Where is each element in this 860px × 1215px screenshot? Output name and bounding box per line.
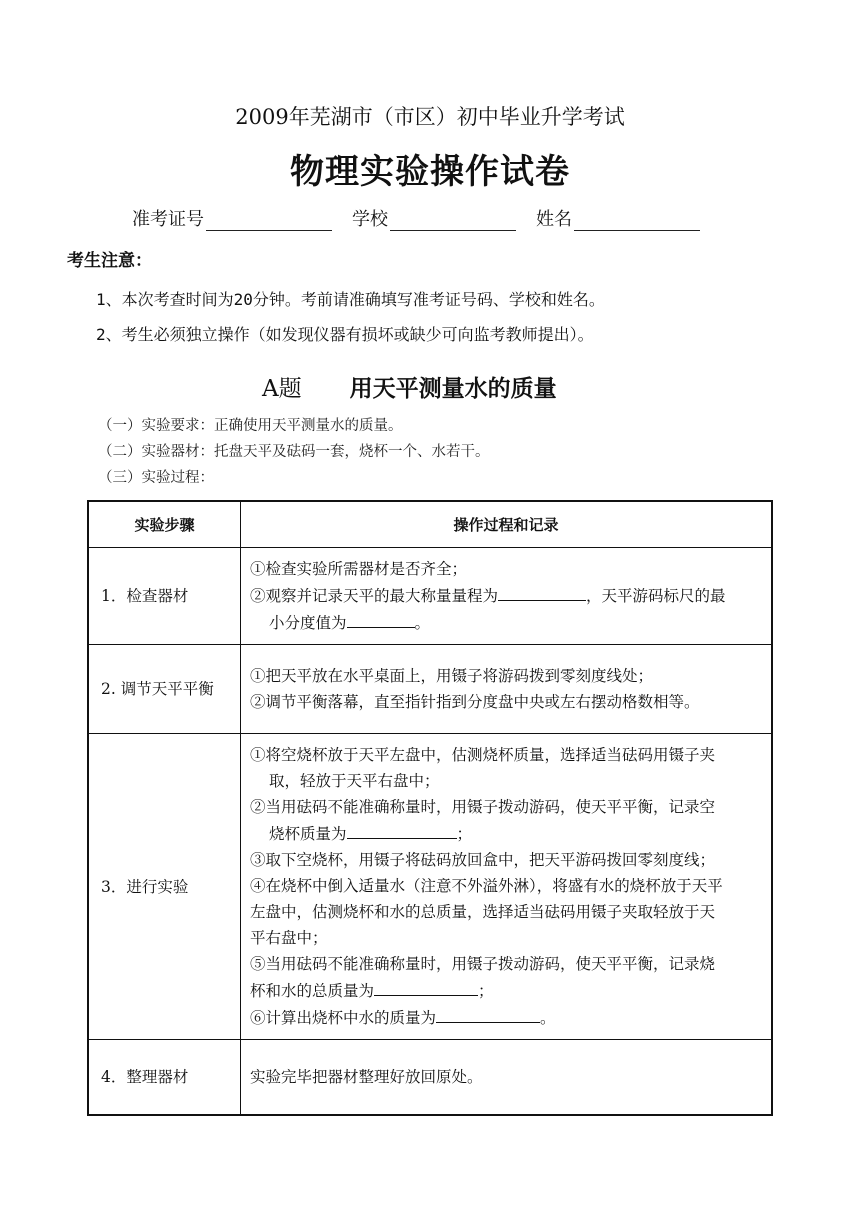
step-name: 4．整理器材 (88, 1040, 241, 1115)
table-row (88, 645, 772, 734)
school-label: 学校 (352, 209, 388, 230)
notice-item: 1、本次考查时间为20分钟。考前请准确填写准考证号码、学校和姓名。 (96, 290, 605, 309)
admission-number-field (132, 205, 332, 231)
candidate-fields (132, 205, 720, 231)
detail-line: 烧杯质量为 ； (250, 820, 763, 847)
header-process: 操作过程和记录 (241, 501, 773, 548)
school-blank[interactable] (390, 212, 516, 231)
detail-line: 杯和水的总质量为 ； (250, 977, 763, 1004)
school-field (352, 205, 516, 231)
detail-line: ⑥计算出烧杯中水的质量为 。 (250, 1004, 763, 1031)
requirement-line: （三）实验过程： (98, 470, 214, 486)
detail-line: 平右盘中； (250, 929, 328, 947)
max-capacity-blank[interactable] (498, 582, 586, 601)
requirement-line: （二）实验器材：托盘天平及砝码一套，烧杯一个、水若干。 (98, 444, 490, 460)
table-row (88, 548, 772, 645)
step-detail (241, 548, 773, 645)
step-detail (241, 645, 773, 734)
detail-line: ②调节平衡落幕，直至指针指到分度盘中央或左右摆动格数相等。 (250, 693, 700, 711)
detail-line: 取，轻放于天平右盘中； (269, 772, 440, 790)
detail-line: ①检查实验所需器材是否齐全； (250, 560, 468, 578)
table-row (88, 1040, 772, 1115)
table-row (88, 734, 772, 1040)
steps-table (87, 500, 773, 1116)
name-field (536, 205, 700, 231)
detail-line: ③取下空烧杯，用镊子将砝码放回盒中，把天平游码拨回零刻度线； (250, 851, 716, 869)
detail-line: 实验完毕把器材整理好放回原处。 (250, 1067, 483, 1086)
detail-line: ①把天平放在水平桌面上，用镊子将游码拨到零刻度线处； (250, 667, 654, 685)
detail-line: ②观察并记录天平的最大称量量程为 ，天平游码标尺的最 (250, 582, 763, 609)
table-header-row (88, 501, 772, 548)
step-name: 2. 调节天平平衡 (88, 645, 241, 734)
exam-title: 2009年芜湖市（市区）初中毕业升学考试 (235, 105, 625, 129)
admission-number-blank[interactable] (206, 212, 332, 231)
total-mass-blank[interactable] (374, 977, 478, 996)
detail-line: 左盘中，估测烧杯和水的总质量，选择适当砝码用镊子夹取轻放于天 (250, 903, 716, 921)
question-number: A题 (262, 376, 302, 402)
detail-line: ②当用砝码不能准确称量时，用镊子拨动游码，使天平平衡，记录空 (250, 798, 716, 816)
step-name: 3．进行实验 (88, 734, 241, 1040)
paper-title: 物理实验操作试卷 (290, 152, 570, 192)
min-division-blank[interactable] (347, 609, 415, 628)
step-detail (241, 1040, 773, 1115)
admission-number-label: 准考证号 (132, 209, 204, 230)
notice-item: 2、考生必须独立操作（如发现仪器有损坏或缺少可向监考教师提出）。 (96, 325, 594, 344)
empty-beaker-mass-blank[interactable] (347, 820, 457, 839)
name-blank[interactable] (574, 212, 700, 231)
header-step: 实验步骤 (88, 501, 241, 548)
water-mass-blank[interactable] (436, 1004, 540, 1023)
notice-title: 考生注意： (67, 251, 152, 271)
step-detail (241, 734, 773, 1040)
detail-line: ④在烧杯中倒入适量水（注意不外溢外淋），将盛有水的烧杯放于天平 (250, 877, 723, 895)
detail-line: 小分度值为 。 (250, 609, 763, 636)
requirement-line: （一）实验要求：正确使用天平测量水的质量。 (98, 418, 403, 434)
detail-line: ⑤当用砝码不能准确称量时，用镊子拨动游码，使天平平衡，记录烧 (250, 955, 716, 973)
step-name: 1．检查器材 (88, 548, 241, 645)
detail-line: ①将空烧杯放于天平左盘中，估测烧杯质量，选择适当砝码用镊子夹 (250, 746, 716, 764)
name-label: 姓名 (536, 209, 572, 230)
question-title: 用天平测量水的质量 (349, 376, 557, 402)
question-heading (262, 370, 557, 403)
